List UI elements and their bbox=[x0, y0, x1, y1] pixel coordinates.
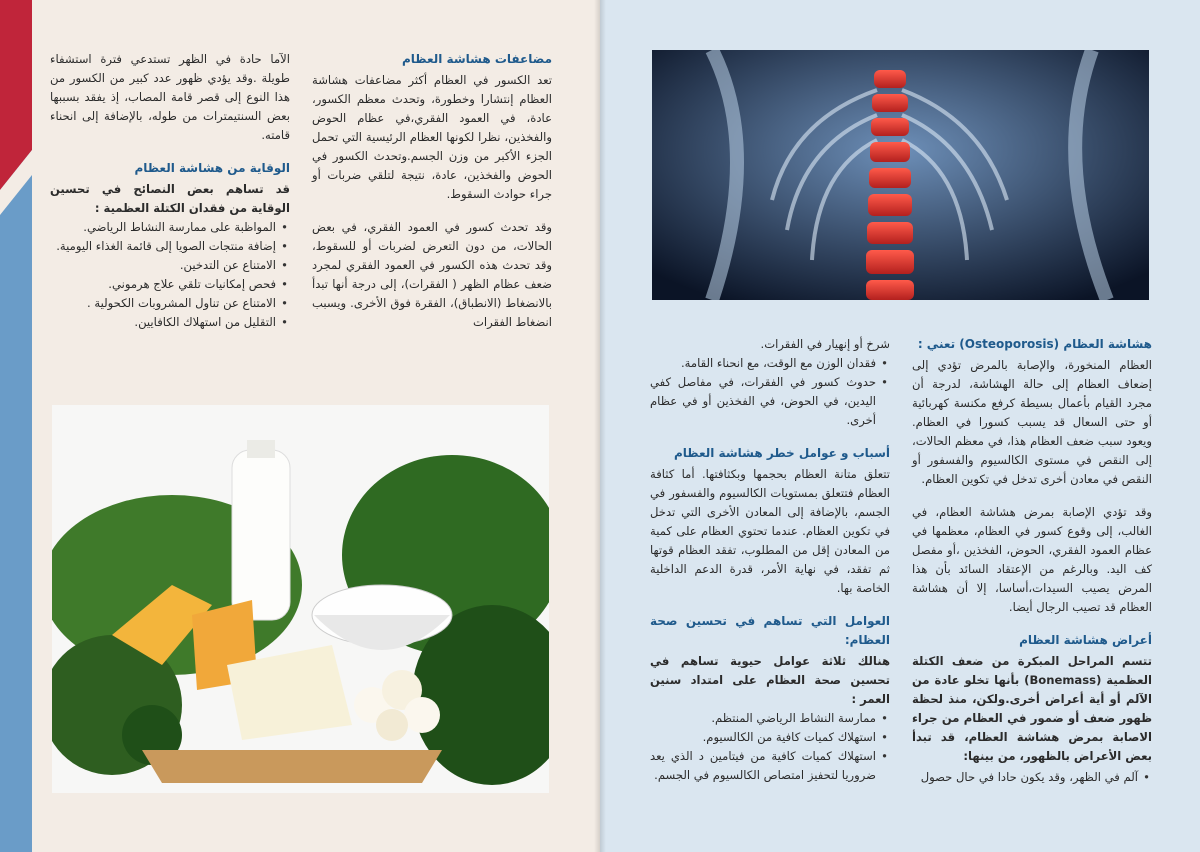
definition-paragraph: العظام المنخورة، والإصابة بالمرض تؤدي إلى إضعاف العظام إلى حالة الهشاشة، لدرجة أن مجرد القيام بأعمال بسيطة كرفع مكنسة كهربائية أو حتى السعال قد يسبب كسورا في العظام. ويعود سبب ضعف العظام هذا، في معظم الحالات، إلى النقص في مستوى الكالسيوم والفسفور أو النقص في معادن أخرى تدخل في تكوين العظام. bbox=[912, 358, 1152, 486]
list-item: • الامتناع عن التدخين. bbox=[50, 256, 276, 275]
page-fold bbox=[594, 0, 606, 852]
corner-decoration-stripe bbox=[0, 0, 32, 852]
causes-column bbox=[650, 335, 890, 785]
factors-list bbox=[650, 709, 890, 785]
list-item: • الامتناع عن تناول المشروبات الكحولية . bbox=[50, 294, 276, 313]
symptoms-heading: أعراض هشاشة العظام bbox=[1019, 633, 1152, 647]
list-item: • فقدان الوزن مع الوقت، مع انحناء القامة. bbox=[650, 354, 876, 373]
prevention-column bbox=[50, 50, 290, 332]
causes-paragraph: تتعلق متانة العظام بحجمها وبكثافتها. أما كثافة العظام فتتعلق بمستويات الكالسيوم والفسفور في الجسم، بالإضافة إلى المعادن الأخرى التي تدخل في تكوين العظام. عندما تحتوي العظام على كمية من المعادن إقل من المطلوب، تفقد العظام قوتها ثم تفقد، في نهاية الأمر، قدرة الدعم الداخلية الخاصة بها. bbox=[650, 467, 890, 595]
list-item: • استهلاك كميات كافية من فيتامين د الذي يعد ضروريا لتحفيز امتصاص الكالسيوم في الجسم. bbox=[650, 747, 876, 785]
right-page bbox=[600, 0, 1200, 852]
complications-column bbox=[312, 50, 552, 346]
factors-intro: هنالك ثلاثة عوامل حيوية تساهم في تحسين صحة العظام على امتداد سنين العمر : bbox=[650, 654, 890, 706]
symptoms-paragraph: تتسم المراحل المبكرة من ضعف الكتلة العظمية (Bonemass) بأنها تخلو عادة من الآلم أو أية أعراض أخرى.ولكن، منذ لحظة ظهور ضعف أو ضمور في العظام من جراء الاصابة بمرض هشاشة العظام، قد تبدأ بعض الأعراض بالظهور، من بينها: bbox=[912, 654, 1152, 763]
prevention-list bbox=[50, 218, 290, 332]
prevention-intro: قد تساهم بعض النصائح في تحسين الوقاية من فقدان الكتلة العظمية : bbox=[50, 182, 290, 215]
list-item: • ممارسة النشاط الرياضي المنتظم. bbox=[650, 709, 876, 728]
definition-column bbox=[912, 335, 1152, 787]
definition-heading: هشاشة العظام (Osteoporosis) تعني : bbox=[917, 337, 1152, 351]
vertebral-fracture-paragraph: وقد تحدث كسور في العمود الفقري، في بعض الحالات، من دون التعرض لضربات أو للسقوط، وقد تحدث هذه الكسور في العمود الفقري لمجرد ضعف عظام الظهر ( الفقرات)، إلى درجة أنها تبدأ بالانضغاط (الانطباق)، الفقرة فوق الأخرى. ويسبب انضغاط الفقرات bbox=[312, 220, 552, 329]
continued-symptoms-list bbox=[650, 354, 890, 430]
list-item: • آلم في الظهر، وقد يكون حادا في حال حصول bbox=[912, 768, 1138, 787]
continued-symptom: شرخ أو إنهيار في الفقرات. bbox=[760, 337, 890, 351]
factors-heading: العوامل التي تساهم في تحسين صحة العظام: bbox=[650, 614, 890, 647]
complications-heading: مضاعفات هشاشة العظام bbox=[401, 52, 552, 66]
prevention-heading: الوقاية من هشاشة العظام bbox=[134, 161, 290, 175]
list-item: • المواظبة على ممارسة النشاط الرياضي. bbox=[50, 218, 276, 237]
complications-paragraph: تعد الكسور في العظام أكثر مضاعفات هشاشة العظام إنتشارا وخطورة، وتحدث معظم الكسور، عادة، في العمود الفقري،في عظام الحوض والفخذين، نظرا لكونها العظام الرئيسية التي تحمل الجزء الأكبر من وزن الجسم.وتحدث الكسور في الحوض والفخذين، عادة، نتيجة لتلقي ضربات أو جراء حوادث السقوط. bbox=[312, 73, 552, 201]
fracture-sites-paragraph: وقد تؤدي الإصابة بمرض هشاشة العظام، في الغالب، إلى وقوع كسور في العظام، معظمها في عظام العمود الفقري، الحوض، الفخذين ،أو مفصل كف اليد. وبالرغم من الإعتقاد السائد بأن هذا المرض يصيب السيدات،أساسا، إلا أن هشاشة العظام قد تصيب الرجال أيضا. bbox=[912, 505, 1152, 614]
causes-heading: أسباب و عوامل خطر هشاشة العظام bbox=[674, 446, 890, 460]
list-item: • التقليل من استهلاك الكافايين. bbox=[50, 313, 276, 332]
dairy-vegetables-photo bbox=[52, 405, 549, 793]
spine-xray-photo bbox=[652, 50, 1149, 300]
list-item: • إضافة منتجات الصويا إلى قائمة الغذاء اليومية. bbox=[50, 237, 276, 256]
list-item: • حدوث كسور في الفقرات، في مفاصل كفي اليدين، في الحوض، في الفخذين أو في عظام أخرى. bbox=[650, 373, 876, 430]
symptoms-list bbox=[912, 768, 1152, 787]
list-item: • فحص إمكانيات تلقي علاج هرموني. bbox=[50, 275, 276, 294]
list-item: • استهلاك كميات كافية من الكالسيوم. bbox=[650, 728, 876, 747]
back-pain-paragraph: الآما حادة في الظهر تستدعي فترة استشفاء طويلة .وقد يؤدي ظهور عدد كبير من الكسور من هذا النوع إلى قصر قامة المصاب، إذ يفقد بسببها بعض السنتيمترات من طوله، بالإضافة إلى انحناء قامته. bbox=[50, 52, 290, 142]
